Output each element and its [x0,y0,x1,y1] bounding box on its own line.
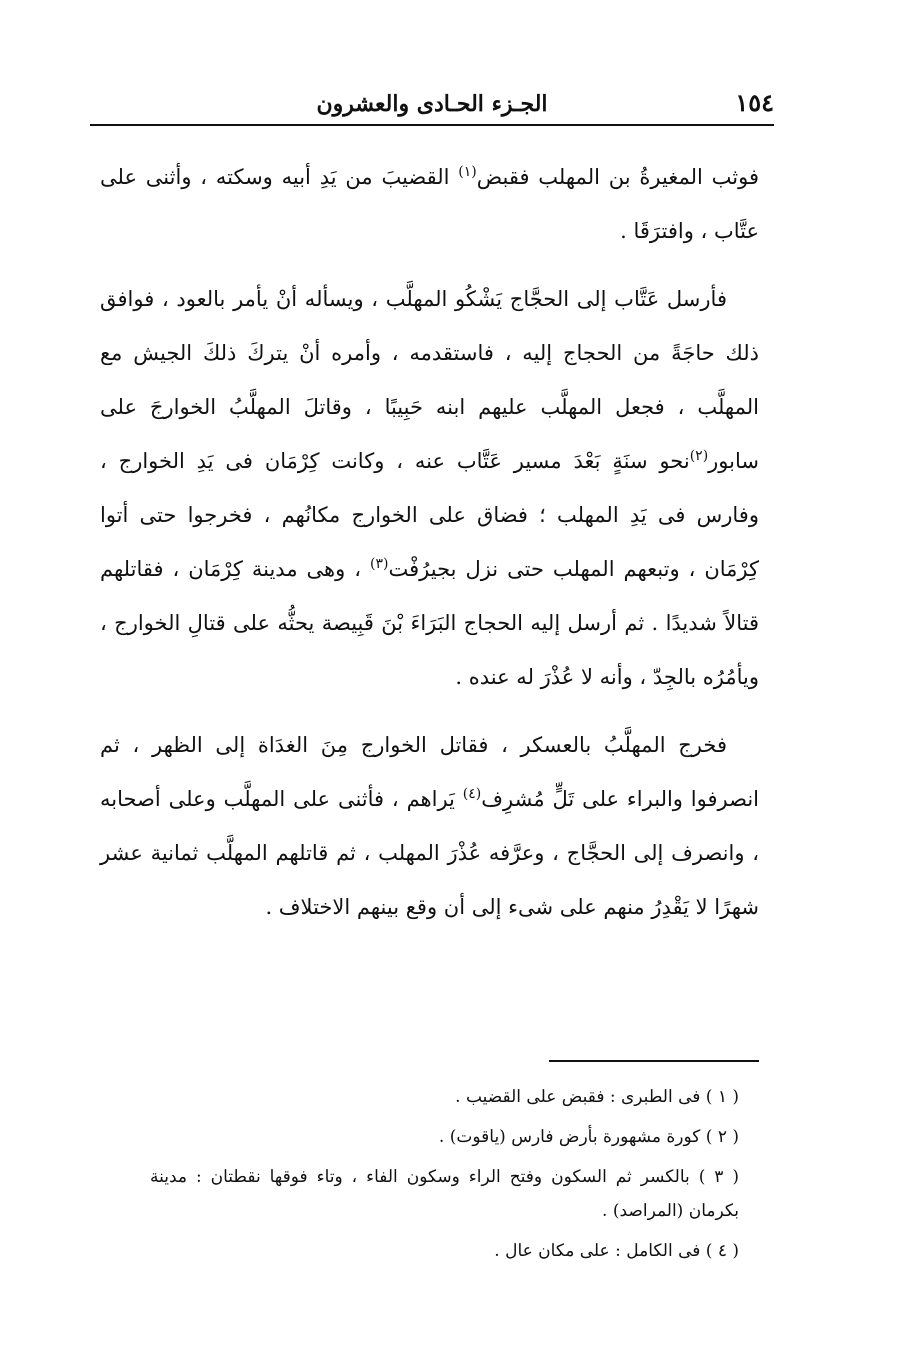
paragraph-3-text-b: يَراهم ، فأثنى على المهلَّب وعلى أصحابه ، وانصرف إلى الحجَّاج ، وعرَّفه عُذْرَ المهلب ، ثم قاتلهم المهلَّب ثمانية عشر شهرًا لا يَقْدِرُ منهم على شىء إلى أن وقع بينهم الاختلاف . [100,787,759,919]
footnote-1: ( ١ ) فى الطبرى : فقبض على القضيب . [455,1087,739,1107]
footnote-separator [549,1060,759,1062]
paragraph-2-text-a: فأرسل عَتَّاب إلى الحجَّاج يَشْكُو المهلَّب ، ويسأله أنْ يأمر بالعود ، فوافق ذلك حاجَةً من الحجاج إليه ، فاستقدمه ، وأمره أنْ يتركَ ذلكَ الجيش مع المهلَّب ، فجعل المهلَّب عليهم ابنه حَبِيبًا ، وقاتلَ المهلَّبُ الخوارجَ على سابور [100,287,759,473]
footnotes [150,1080,739,1274]
paragraph-1 [100,150,759,258]
footnote-ref-1: (١) [458,164,477,180]
paragraph-3 [100,718,759,934]
paragraph-2 [100,272,759,704]
paragraph-1-text-b: القضيبَ من يَدِ أبيه وسكته ، وأثنى على عتَّاب ، وافترَقَا . [100,165,759,243]
footnote-ref-4: (٤) [462,786,482,802]
footnote-2: ( ٢ ) كورة مشهورة بأرض فارس (ياقوت) . [438,1127,739,1147]
paragraph-2-text-c: ، وهى مدينة كِرْمَان ، فقاتلهم قتالاً شديدًا . ثم أرسل إليه الحجاج البَرَاءَ بْنَ قَبِيصة يحثُّه على قتالِ الخوارج ، ويأمُرُه بالجِدّ ، وأنه لا عُذْرَ له عنده . [100,557,759,689]
footnote-4: ( ٤ ) فى الكامل : على مكان عال . [494,1241,739,1261]
paragraph-1-text-a: فوثب المغيرةُ بن المهلب فقبض [476,165,759,189]
footnote-3: ( ٣ ) بالكسر ثم السكون وفتح الراء وسكون الفاء ، وتاء فوقها نقطتان : مدينة بكرمان (المراصد) . [150,1167,739,1221]
paragraph-3-text-a: فخرج المهلَّبُ بالعسكر ، فقاتل الخوارج مِنَ الغدَاة إلى الظهر ، ثم انصرفوا والبراء على تَلٍّ مُشرِف [100,733,760,811]
running-title: الجـزء الحـادى والعشرون [316,91,548,117]
footnote-ref-2: (٢) [689,448,709,464]
main-text [100,150,759,948]
page-header [90,84,774,124]
paragraph-2-text-b: نحو سنَةٍ بَعْدَ مسير عَتَّاب عنه ، وكانت كِرْمَان فى يَدِ الخوارج ، وفارس فى يَدِ المهلب ؛ فضاق على الخوارج مكانُهم ، فخرجوا حتى أتوا كِرْمَان ، وتبعهم المهلب حتى نزل بجيرُفْت [100,449,759,581]
page-number: ١٥٤ [735,88,774,117]
footnote-ref-3: (٣) [370,556,389,572]
header-rule [90,124,774,126]
